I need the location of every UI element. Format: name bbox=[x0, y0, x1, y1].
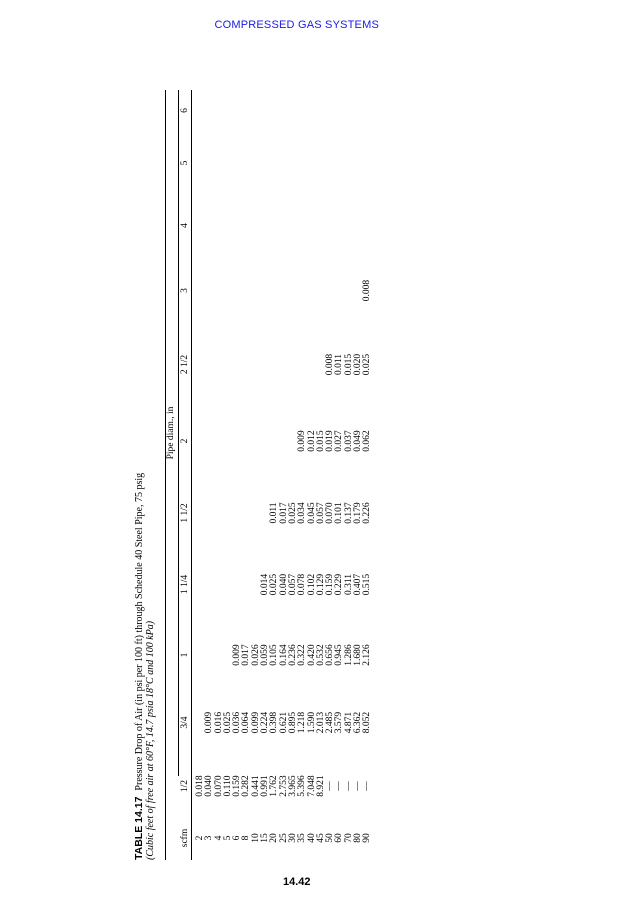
table-cell: 0.015 bbox=[315, 430, 326, 452]
table-cell bbox=[354, 195, 363, 256]
table-cell bbox=[215, 404, 224, 478]
row-label: 10 bbox=[250, 833, 261, 843]
column-header: 4 bbox=[180, 223, 190, 228]
table-cell: 8.921 bbox=[315, 775, 326, 797]
table-cell bbox=[205, 404, 214, 478]
table-cell bbox=[205, 325, 214, 404]
table-title: Pressure Drop of Air (in psi per 100 ft) through Schedule 40 Steel Pipe, 75 psig bbox=[134, 472, 145, 791]
table-cell bbox=[215, 131, 224, 195]
row-label: 30 bbox=[287, 833, 298, 843]
row-label: 40 bbox=[306, 833, 317, 843]
column-header: 1 bbox=[180, 652, 190, 658]
table-cell bbox=[363, 90, 372, 131]
table-cell bbox=[326, 131, 335, 195]
table-cell: 0.895 bbox=[287, 711, 298, 734]
table-cell bbox=[242, 325, 251, 404]
table-cell bbox=[289, 131, 298, 195]
table-cell bbox=[317, 90, 326, 131]
table-cell: — bbox=[343, 781, 354, 791]
table-cell: 0.137 bbox=[343, 502, 354, 524]
table-cell bbox=[317, 256, 326, 325]
table-cell bbox=[191, 195, 205, 256]
pressure-drop-table bbox=[179, 90, 373, 860]
table-cell bbox=[224, 256, 233, 325]
row-label: 50 bbox=[325, 833, 336, 843]
table-cell bbox=[191, 621, 205, 689]
table-caption bbox=[132, 90, 156, 860]
table-cell bbox=[233, 131, 242, 195]
table-cell: 0.224 bbox=[260, 711, 271, 734]
table-cell bbox=[326, 90, 335, 131]
table-cell: — bbox=[334, 781, 345, 791]
table-row bbox=[280, 90, 289, 860]
table-cell bbox=[345, 90, 354, 131]
table-cell bbox=[242, 256, 251, 325]
table-cell: 0.017 bbox=[278, 502, 289, 524]
table-cell bbox=[298, 131, 307, 195]
table-cell bbox=[354, 90, 363, 131]
table-cell: 0.009 bbox=[204, 711, 215, 734]
table-cell: 5.396 bbox=[297, 775, 308, 797]
table-cell: — bbox=[353, 781, 364, 791]
table-cell bbox=[298, 90, 307, 131]
table-row bbox=[326, 90, 335, 860]
table-cell bbox=[298, 195, 307, 256]
table-cell: 0.101 bbox=[334, 502, 345, 524]
table-cell bbox=[233, 90, 242, 131]
row-label: 70 bbox=[343, 833, 354, 843]
table-cell bbox=[215, 478, 224, 548]
table-cell: 0.025 bbox=[287, 502, 298, 524]
table-cell: 0.059 bbox=[260, 644, 271, 666]
table-cell: 0.020 bbox=[353, 353, 364, 376]
row-label: 80 bbox=[353, 833, 364, 843]
table-cell: 3.965 bbox=[287, 775, 298, 797]
table-cell: 0.040 bbox=[204, 775, 215, 797]
table-cell: 0.025 bbox=[269, 573, 280, 596]
table-cell bbox=[242, 404, 251, 478]
table-cell: 0.025 bbox=[222, 711, 233, 734]
table-row bbox=[270, 90, 279, 860]
row-label: 2 bbox=[195, 835, 205, 841]
table-cell: 0.062 bbox=[362, 430, 373, 452]
table-cell: 0.945 bbox=[334, 644, 345, 666]
table-row bbox=[224, 90, 233, 860]
table-cell bbox=[298, 325, 307, 404]
table-row bbox=[242, 90, 251, 860]
table-cell bbox=[191, 90, 205, 131]
table-cell bbox=[261, 195, 270, 256]
table-cell bbox=[280, 195, 289, 256]
column-header: 1 1/2 bbox=[180, 503, 190, 523]
table-cell bbox=[224, 90, 233, 131]
table-cell bbox=[242, 195, 251, 256]
table-cell: 0.008 bbox=[325, 353, 336, 376]
table-cell: 0.015 bbox=[343, 353, 354, 376]
table-cell bbox=[191, 325, 205, 404]
table-cell bbox=[224, 325, 233, 404]
table-cell bbox=[252, 404, 261, 478]
table-cell bbox=[205, 131, 214, 195]
table-cell: 0.226 bbox=[362, 502, 373, 524]
table-cell bbox=[191, 689, 205, 756]
table-cell: 8.052 bbox=[362, 711, 373, 734]
table-cell bbox=[215, 325, 224, 404]
table-cell: 0.026 bbox=[250, 644, 261, 666]
table-cell bbox=[215, 548, 224, 621]
table-row bbox=[233, 90, 242, 860]
table-cell: 0.049 bbox=[353, 430, 364, 452]
table-cell: 0.322 bbox=[297, 644, 308, 666]
table-cell bbox=[233, 404, 242, 478]
table-cell bbox=[215, 195, 224, 256]
table-cell bbox=[233, 256, 242, 325]
table-cell bbox=[242, 548, 251, 621]
table-cell bbox=[224, 404, 233, 478]
column-spanner: Pipe diam., in bbox=[166, 406, 176, 460]
table-cell bbox=[335, 195, 344, 256]
table-cell bbox=[289, 256, 298, 325]
table-cell bbox=[261, 256, 270, 325]
table-cell bbox=[224, 131, 233, 195]
row-label: 6 bbox=[232, 835, 243, 841]
table-cell: 0.040 bbox=[278, 573, 289, 596]
table-cell: 1.680 bbox=[353, 644, 364, 666]
table-cell: 0.012 bbox=[306, 430, 317, 452]
table-cell: 0.014 bbox=[260, 573, 271, 596]
table-cell bbox=[317, 131, 326, 195]
table-cell: 2.485 bbox=[325, 711, 336, 734]
table-cell bbox=[270, 256, 279, 325]
table-cell bbox=[298, 256, 307, 325]
table-cell: 0.656 bbox=[325, 644, 336, 666]
table-cell: 0.282 bbox=[241, 775, 252, 797]
table-row bbox=[317, 90, 326, 860]
row-label: 60 bbox=[334, 833, 345, 843]
table-cell bbox=[233, 548, 242, 621]
table-cell bbox=[252, 478, 261, 548]
table-cell: 0.179 bbox=[353, 502, 364, 524]
table-cell bbox=[205, 256, 214, 325]
table-cell bbox=[215, 621, 224, 689]
table-cell bbox=[363, 131, 372, 195]
table-row bbox=[205, 90, 214, 860]
table-cell bbox=[317, 195, 326, 256]
column-header: 1 1/4 bbox=[180, 574, 190, 595]
table-cell bbox=[308, 256, 317, 325]
table-cell bbox=[233, 325, 242, 404]
table-cell: 0.311 bbox=[343, 573, 354, 596]
column-header: 2 bbox=[180, 438, 190, 444]
table-cell bbox=[270, 195, 279, 256]
table-cell: 0.099 bbox=[250, 711, 261, 734]
table-cell bbox=[354, 131, 363, 195]
table-cell bbox=[233, 195, 242, 256]
table-cell bbox=[345, 131, 354, 195]
rotated-table-block bbox=[132, 90, 373, 860]
row-label: 35 bbox=[297, 833, 308, 843]
table-cell: 1.590 bbox=[306, 711, 317, 734]
table-cell bbox=[280, 131, 289, 195]
table-cell: 0.070 bbox=[213, 775, 224, 797]
table-cell bbox=[242, 90, 251, 131]
column-header: scfm bbox=[180, 828, 190, 848]
table-cell bbox=[335, 131, 344, 195]
table-cell: 0.991 bbox=[260, 775, 271, 797]
table-cell bbox=[191, 256, 205, 325]
table-cell bbox=[270, 404, 279, 478]
page-number: 14.42 bbox=[283, 876, 311, 888]
table-cell: 6.362 bbox=[353, 711, 364, 734]
table-cell: 0.017 bbox=[241, 644, 252, 666]
table-cell bbox=[280, 256, 289, 325]
table-cell bbox=[326, 195, 335, 256]
table-cell bbox=[261, 131, 270, 195]
table-cell: 1.286 bbox=[343, 644, 354, 666]
row-label: 5 bbox=[222, 835, 233, 841]
running-header: COMPRESSED GAS SYSTEMS bbox=[214, 19, 379, 31]
row-label: 3 bbox=[204, 835, 215, 841]
table-cell: 0.070 bbox=[325, 502, 336, 524]
row-label: 4 bbox=[213, 835, 224, 841]
table-cell: 0.398 bbox=[269, 711, 280, 734]
table-cell bbox=[335, 90, 344, 131]
table-cell bbox=[242, 478, 251, 548]
table-cell: 0.102 bbox=[306, 573, 317, 596]
table-cell bbox=[252, 90, 261, 131]
column-header: 3/4 bbox=[180, 716, 190, 729]
table-cell: 0.621 bbox=[278, 711, 289, 734]
table-cell: 0.236 bbox=[287, 644, 298, 666]
table-cell bbox=[261, 90, 270, 131]
table-cell: 0.011 bbox=[334, 353, 345, 376]
row-label: 45 bbox=[315, 833, 326, 843]
table-row bbox=[191, 90, 205, 860]
table-cell: 0.016 bbox=[213, 711, 224, 734]
table-cell bbox=[205, 195, 214, 256]
table-cell bbox=[261, 404, 270, 478]
table-cell: 7.048 bbox=[306, 775, 317, 797]
header-row bbox=[179, 90, 191, 860]
table-row bbox=[289, 90, 298, 860]
table-cell bbox=[224, 195, 233, 256]
table-cell bbox=[252, 256, 261, 325]
table-cell: 0.064 bbox=[241, 711, 252, 734]
table-cell: 0.159 bbox=[325, 573, 336, 596]
table-cell: 0.057 bbox=[287, 573, 298, 596]
table-cell bbox=[191, 404, 205, 478]
table-cell bbox=[205, 478, 214, 548]
table-cell: 1.762 bbox=[269, 775, 280, 797]
table-cell: 0.011 bbox=[269, 502, 280, 524]
column-header: 6 bbox=[180, 108, 190, 113]
table-cell bbox=[308, 90, 317, 131]
table-cell: 1.218 bbox=[297, 711, 308, 734]
row-label: 25 bbox=[278, 833, 289, 843]
table-cell: 0.027 bbox=[334, 430, 345, 452]
table-cell bbox=[308, 131, 317, 195]
row-label: 15 bbox=[260, 833, 271, 843]
table-cell: 3.579 bbox=[334, 711, 345, 734]
table-cell: 2.013 bbox=[315, 711, 326, 734]
table-cell bbox=[205, 621, 214, 689]
table-cell: 0.009 bbox=[232, 644, 243, 666]
table-label: TABLE 14.17 bbox=[133, 796, 145, 860]
table-cell: 0.407 bbox=[353, 573, 364, 596]
table-cell: 0.105 bbox=[269, 644, 280, 666]
table-cell bbox=[252, 131, 261, 195]
table-cell: 0.229 bbox=[334, 573, 345, 596]
table-cell bbox=[289, 325, 298, 404]
table-cell bbox=[280, 90, 289, 131]
table-cell bbox=[289, 90, 298, 131]
table-cell bbox=[252, 325, 261, 404]
column-header: 1/2 bbox=[180, 779, 190, 793]
column-header: 5 bbox=[180, 160, 190, 166]
table-cell: 0.420 bbox=[306, 644, 317, 666]
table-cell bbox=[280, 325, 289, 404]
table-cell bbox=[191, 131, 205, 195]
table-cell bbox=[335, 256, 344, 325]
table-row bbox=[215, 90, 224, 860]
table-cell bbox=[242, 131, 251, 195]
table-cell bbox=[215, 90, 224, 131]
table-cell bbox=[308, 325, 317, 404]
table-cell bbox=[289, 195, 298, 256]
table-cell: 0.034 bbox=[297, 502, 308, 524]
table-cell: 0.045 bbox=[306, 502, 317, 524]
row-label: 20 bbox=[269, 833, 280, 843]
table-cell: 0.164 bbox=[278, 644, 289, 666]
table-cell bbox=[345, 195, 354, 256]
table-cell: 0.129 bbox=[315, 573, 326, 596]
table-cell: 0.078 bbox=[297, 573, 308, 596]
table-cell: 0.532 bbox=[315, 644, 326, 666]
row-label: 90 bbox=[362, 833, 373, 843]
table-cell bbox=[270, 325, 279, 404]
table-cell: 0.441 bbox=[250, 775, 261, 797]
table-cell: 0.008 bbox=[362, 279, 373, 302]
table-cell bbox=[308, 195, 317, 256]
table-cell: 0.019 bbox=[325, 430, 336, 452]
table-cell: 0.159 bbox=[232, 775, 243, 797]
table-cell bbox=[363, 195, 372, 256]
row-label: 8 bbox=[241, 835, 252, 841]
table-cell: 0.036 bbox=[232, 711, 243, 734]
table-row bbox=[261, 90, 270, 860]
table-row bbox=[363, 90, 372, 860]
table-cell bbox=[215, 256, 224, 325]
table-cell bbox=[224, 548, 233, 621]
table-cell bbox=[205, 548, 214, 621]
table-cell bbox=[270, 90, 279, 131]
table-row bbox=[308, 90, 317, 860]
table-cell bbox=[233, 478, 242, 548]
table-cell: 0.037 bbox=[343, 430, 354, 452]
table-cell: 2.753 bbox=[278, 775, 289, 797]
table-cell: — bbox=[325, 781, 336, 791]
table-cell bbox=[326, 256, 335, 325]
table-cell bbox=[270, 131, 279, 195]
table-cell: 0.057 bbox=[315, 502, 326, 524]
table-row bbox=[354, 90, 363, 860]
table-row bbox=[298, 90, 307, 860]
table-cell bbox=[191, 548, 205, 621]
table-cell bbox=[224, 478, 233, 548]
table-cell: — bbox=[362, 781, 373, 791]
table-cell bbox=[261, 325, 270, 404]
table-cell bbox=[280, 404, 289, 478]
column-header: 2 1/2 bbox=[180, 354, 190, 375]
table-cell bbox=[191, 478, 205, 548]
table-cell: 0.110 bbox=[222, 775, 233, 797]
column-header: 3 bbox=[180, 288, 190, 293]
table-cell: 2.126 bbox=[362, 644, 373, 666]
table-cell bbox=[252, 195, 261, 256]
table-row bbox=[252, 90, 261, 860]
table-row bbox=[335, 90, 344, 860]
table-cell: 0.018 bbox=[195, 775, 205, 797]
table-subtitle: (Cubic feet of free air at 60°F, 14.7 psia 18°C and 100 kPa) bbox=[145, 620, 156, 860]
table-cell: 4.871 bbox=[343, 711, 354, 734]
table-cell bbox=[205, 90, 214, 131]
table-body bbox=[191, 90, 373, 860]
table-cell: 0.515 bbox=[362, 573, 373, 596]
table-row bbox=[345, 90, 354, 860]
table-cell bbox=[345, 256, 354, 325]
table-cell: 0.025 bbox=[362, 353, 373, 376]
table-cell: 0.009 bbox=[297, 430, 308, 452]
